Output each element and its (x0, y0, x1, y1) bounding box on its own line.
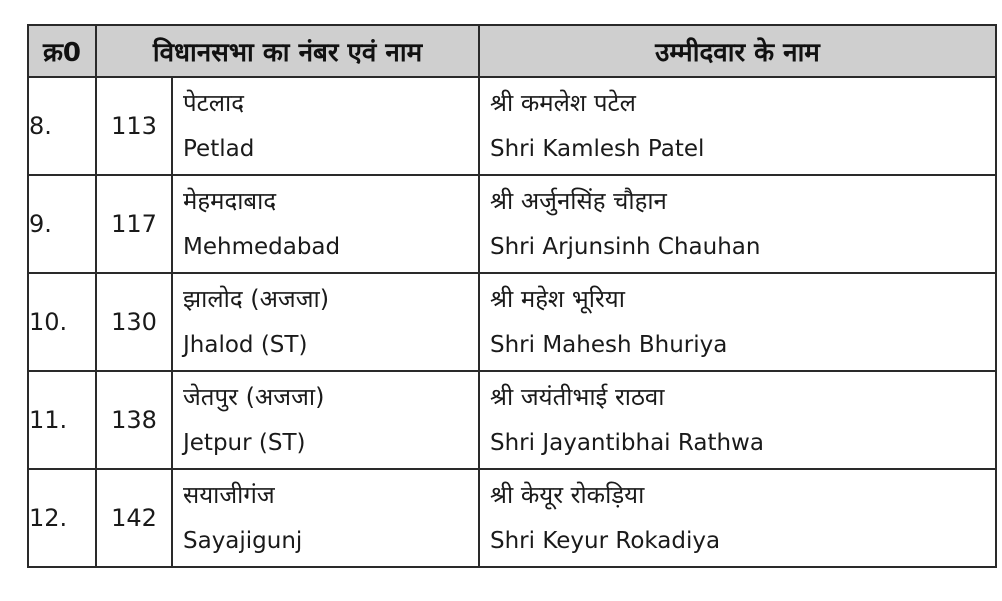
table-row (28, 371, 996, 469)
candidate-name-cell (479, 77, 996, 175)
constituency-name-cell (172, 77, 479, 175)
candidate-name-english: Shri Mahesh Bhuriya (490, 332, 728, 358)
candidate-name-hindi: श्री महेश भूरिया (490, 285, 625, 313)
candidate-name-hindi: श्री अर्जुनसिंह चौहान (490, 187, 667, 215)
candidate-name-english: Shri Keyur Rokadiya (490, 528, 721, 554)
constituency-number-cell: 117 (96, 175, 172, 273)
header-serial: क्र0 (28, 25, 96, 77)
serial-cell: 9. (28, 175, 96, 273)
constituency-number-cell: 142 (96, 469, 172, 567)
serial-cell: 11. (28, 371, 96, 469)
constituency-name-cell (172, 175, 479, 273)
constituency-name-cell (172, 273, 479, 371)
constituency-name-english: Jhalod (ST) (183, 332, 308, 358)
constituency-name-english: Sayajigunj (183, 528, 303, 554)
table-row (28, 175, 996, 273)
constituency-name-english: Petlad (183, 136, 255, 162)
constituency-name-cell (172, 371, 479, 469)
candidate-name-cell (479, 371, 996, 469)
constituency-name-english: Mehmedabad (183, 234, 341, 260)
constituency-name-hindi: मेहमदाबाद (183, 187, 277, 215)
constituency-number-cell: 130 (96, 273, 172, 371)
serial-cell: 12. (28, 469, 96, 567)
header-candidate: उम्मीदवार के नाम (479, 25, 996, 77)
serial-cell: 8. (28, 77, 96, 175)
candidate-name-cell (479, 469, 996, 567)
table-row (28, 469, 996, 567)
table-row (28, 273, 996, 371)
candidate-table (27, 24, 997, 568)
constituency-name-cell (172, 469, 479, 567)
constituency-name-hindi: जेतपुर (अजजा) (183, 383, 325, 411)
header-constituency: विधानसभा का नंबर एवं नाम (96, 25, 479, 77)
constituency-number-cell: 138 (96, 371, 172, 469)
constituency-name-hindi: पेटलाद (183, 89, 244, 117)
candidate-name-english: Shri Arjunsinh Chauhan (490, 234, 761, 260)
header-row (28, 25, 996, 77)
candidate-name-hindi: श्री केयूर रोकड़िया (490, 481, 645, 509)
candidate-name-english: Shri Jayantibhai Rathwa (490, 430, 764, 456)
constituency-name-hindi: सयाजीगंज (183, 481, 275, 509)
serial-cell: 10. (28, 273, 96, 371)
candidate-name-hindi: श्री कमलेश पटेल (490, 89, 636, 117)
constituency-name-hindi: झालोद (अजजा) (183, 285, 330, 313)
candidate-name-cell (479, 273, 996, 371)
candidate-name-hindi: श्री जयंतीभाई राठवा (490, 383, 665, 411)
candidate-name-english: Shri Kamlesh Patel (490, 136, 705, 162)
table-row (28, 77, 996, 175)
constituency-name-english: Jetpur (ST) (183, 430, 306, 456)
constituency-number-cell: 113 (96, 77, 172, 175)
candidate-name-cell (479, 175, 996, 273)
